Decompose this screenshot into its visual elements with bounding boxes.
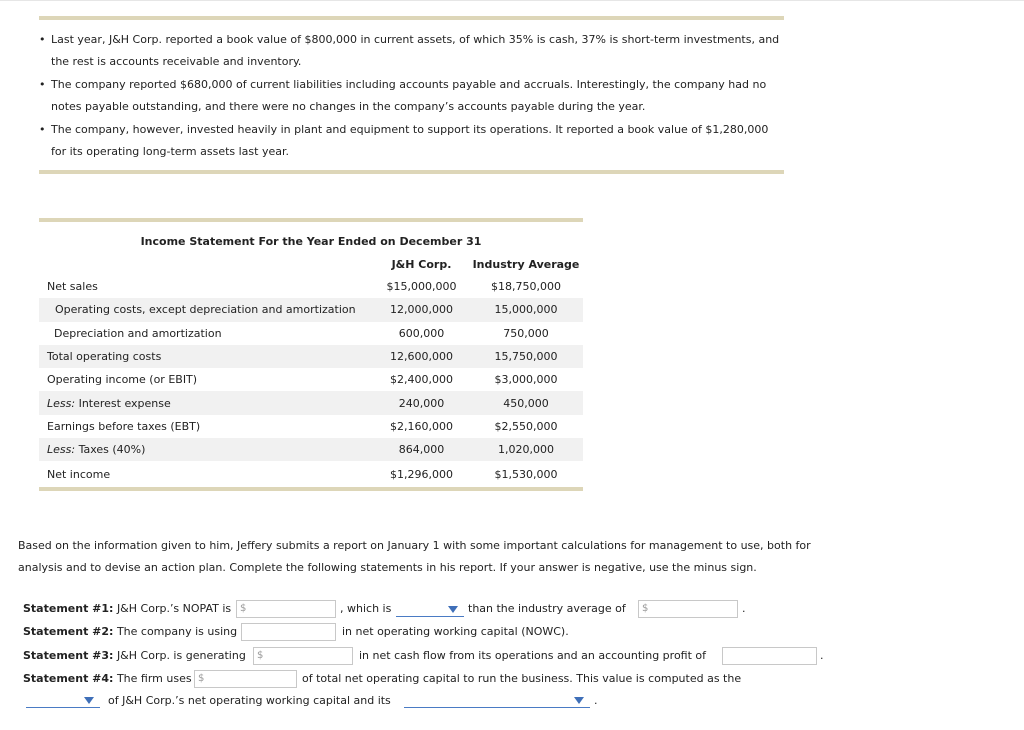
industry-value: 15,000,000 (494, 303, 558, 317)
net-cash-flow-input[interactable]: $ (253, 647, 353, 665)
total-operating-capital-input[interactable]: $ (194, 670, 297, 688)
company-value: $2,400,000 (390, 373, 453, 387)
company-value: $1,296,000 (390, 467, 453, 481)
table-row (39, 461, 583, 487)
statement-1: Statement #1: J&H Corp.’s NOPAT is (23, 602, 232, 615)
table-row (39, 298, 583, 321)
row-label: Operating income (or EBIT) (47, 373, 198, 387)
top-divider (0, 0, 1024, 1)
row-label: Less: Taxes (40%) (47, 443, 146, 457)
table-row (39, 322, 583, 345)
company-value: $15,000,000 (386, 280, 457, 294)
nowc-text: in net operating working capital (NOWC). (342, 625, 569, 638)
table-row (39, 391, 583, 414)
industry-value: 750,000 (503, 326, 549, 340)
industry-value: $3,000,000 (494, 373, 558, 387)
company-value: 240,000 (398, 396, 445, 410)
nopat-input[interactable]: $ (236, 600, 336, 618)
tan-divider (39, 487, 583, 491)
operating-capital-text: of total net operating capital to run the business. This value is computed as the (302, 672, 742, 685)
table-header-row (39, 253, 583, 275)
row-label: Earnings before taxes (EBT) (47, 419, 201, 433)
period: . (820, 649, 824, 662)
nowc-line-text: of J&H Corp.’s net operating working capital and its (108, 694, 391, 707)
company-value: $2,160,000 (390, 419, 453, 433)
company-value: 12,000,000 (390, 303, 453, 317)
fact-item: • The company, however, invested heavily in plant and equipment to support its operations. It reported a book value of $1,280,000 for its operating long-term assets last year. (39, 123, 769, 158)
cash-flow-text: in net cash flow from its operations and an accounting profit of (359, 649, 707, 662)
industry-avg-text: than the industry average of (468, 602, 626, 615)
chevron-down-icon (448, 606, 458, 613)
table-row (39, 345, 583, 368)
table-row (39, 368, 583, 391)
statement-2: Statement #2: The company is using (23, 625, 238, 638)
industry-value: $18,750,000 (491, 280, 561, 294)
row-label: Depreciation and amortization (54, 326, 222, 340)
industry-value: $1,530,000 (494, 467, 558, 481)
nowc-input[interactable] (241, 623, 336, 641)
asset-type-dropdown[interactable] (404, 692, 590, 708)
comparison-dropdown[interactable] (396, 601, 464, 617)
fact-item: • Last year, J&H Corp. reported a book value of $800,000 in current assets, of which 35% is cash, 37% is short-term investments, and the rest is accounts receivable and inventory. (39, 33, 780, 68)
statement-4: Statement #4: The firm uses (23, 672, 192, 685)
industry-value: 450,000 (503, 396, 549, 410)
tan-divider (39, 170, 784, 174)
table-row (39, 275, 583, 298)
industry-value: 1,020,000 (498, 443, 554, 457)
col-header-industry: Industry Average (472, 257, 580, 271)
which-is-text: , which is (340, 602, 392, 615)
row-label: Net income (47, 467, 111, 481)
accounting-profit-input[interactable] (722, 647, 817, 665)
row-label: Total operating costs (47, 350, 162, 364)
company-value: 12,600,000 (390, 350, 453, 364)
row-label: Operating costs, except depreciation and amortization (55, 303, 356, 317)
company-value: 864,000 (398, 443, 445, 457)
company-value: 600,000 (398, 326, 445, 340)
period: . (594, 694, 598, 707)
income-statement-table (39, 218, 583, 491)
facts-list (39, 20, 784, 170)
computation-dropdown[interactable] (26, 692, 100, 708)
industry-value: 15,750,000 (494, 350, 558, 364)
table-row (39, 438, 583, 461)
period: . (742, 602, 746, 615)
statement-3: Statement #3: J&H Corp. is generating (23, 649, 246, 662)
row-label: Less: Interest expense (47, 396, 171, 410)
table-title: Income Statement For the Year Ended on December 31 (140, 235, 482, 248)
col-header-company: J&H Corp. (391, 257, 452, 271)
industry-nopat-input[interactable]: $ (638, 600, 738, 618)
case-facts (39, 16, 784, 174)
row-label: Net sales (47, 280, 98, 294)
chevron-down-icon (574, 697, 584, 704)
fact-item: • The company reported $680,000 of current liabilities including accounts payable and accruals. Interestingly, the company had no notes payable outstanding, and there were no changes in the company’s accounts payable during the year. (39, 78, 767, 113)
industry-value: $2,550,000 (494, 419, 558, 433)
chevron-down-icon (84, 697, 94, 704)
table-row (39, 415, 583, 438)
instructions-paragraph: Based on the information given to him, Jeffery submits a report on January 1 with some important calculations for management to use, both for analysis and to devise an action plan. Complete the following statements in his report. If your answer is negative, use the minus sign. (18, 539, 811, 574)
